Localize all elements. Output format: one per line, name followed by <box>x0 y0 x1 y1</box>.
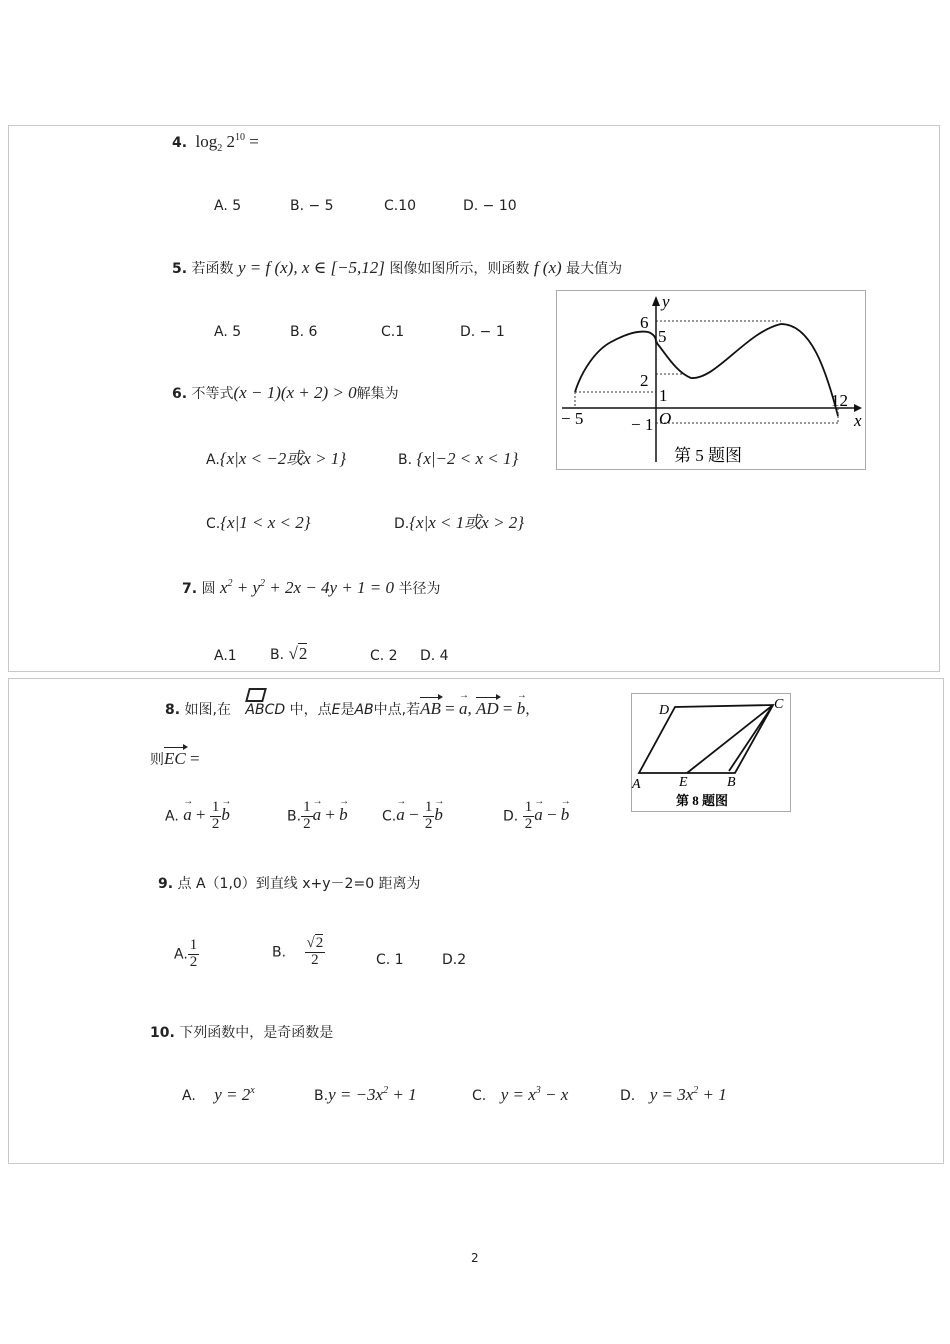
q4-option-c: C.10 <box>384 198 417 214</box>
q5-option-c: C.1 <box>381 324 405 340</box>
vertex-b-label: B <box>727 775 736 790</box>
q7-number: 7. <box>182 581 198 597</box>
q6-option-d: D.{x|x < 1或x > 2} <box>394 513 525 532</box>
q9-option-d: D.2 <box>442 952 467 968</box>
q6-option-a: A.{x|x < −2或x > 1} <box>206 449 347 468</box>
tick-label-12: 12 <box>831 391 848 410</box>
q5-option-a: A. 5 <box>214 324 242 340</box>
q8-option-b: B. $\frac{1}{2}$ → a + → b <box>287 800 348 833</box>
y-axis-label: y <box>662 292 670 311</box>
q8-stem: 8. 如图,在 ABCD 中，点E是AB中点,若AB = → a, AD = → b， <box>165 700 539 717</box>
q4-option-a: A. 5 <box>214 198 242 214</box>
vertex-d-label: D <box>659 703 670 718</box>
tick-label-2: 2 <box>640 371 649 390</box>
tick-label-neg1: − 1 <box>631 415 654 434</box>
q9-option-c: C. 1 <box>376 952 404 968</box>
q8-parallelogram-figure <box>631 693 791 813</box>
q7-option-b: B. √2 <box>270 644 308 663</box>
q9-stem: 9. 点 A（1,0）到直线 x+y－2=0 距离为 <box>158 876 421 892</box>
tick-label-5: 5 <box>658 327 667 346</box>
q7-option-c: C. 2 <box>370 648 398 664</box>
q10-number: 10. <box>150 1025 175 1041</box>
q5-option-b: B. 6 <box>290 324 318 340</box>
q10-option-a: A. $y = 2^x$ <box>182 1085 255 1104</box>
tick-label-6: 6 <box>640 313 649 332</box>
q6-option-b: B. {x|−2 < x < 1} <box>398 449 519 468</box>
origin-label: O <box>659 409 672 428</box>
q5-number: 5. <box>172 261 188 277</box>
q5-option-d: D. − 1 <box>460 324 505 340</box>
q5-figure-frame <box>557 291 866 470</box>
q9-option-a: A. $\frac{1}{2}$ <box>174 937 198 970</box>
point-e-label: E <box>679 775 688 790</box>
q10-stem: 10. 下列函数中，是奇函数是 <box>150 1025 334 1041</box>
tick-label-1: 1 <box>659 386 668 405</box>
tick-label-neg5: − 5 <box>561 409 584 428</box>
q9-number: 9. <box>158 876 174 892</box>
q7-option-d: D. 4 <box>420 648 449 664</box>
q6-option-c: C.{x|1 < x < 2} <box>206 513 311 532</box>
q10-option-d: D. $y = 3x^2 + 1$ <box>620 1085 727 1104</box>
q6-stem: 6. 不等式(x − 1)(x + 2) > 0解集为 <box>172 383 399 402</box>
q8-number: 8. <box>165 702 181 718</box>
x-axis-label: x <box>854 411 862 430</box>
q8-figure-caption: 第 8 题图 <box>676 793 729 808</box>
q8-then: 则EC = <box>150 749 200 768</box>
vertex-a-label: A <box>632 777 641 792</box>
q6-number: 6. <box>172 386 188 402</box>
q10-option-b: $B.y = -3x^2 + 1$ <box>314 1085 417 1104</box>
q4-option-b: B. − 5 <box>290 198 334 214</box>
q8-option-a: A. → a + $\frac{1}{2}$ → b <box>165 800 230 833</box>
q4-number: 4. <box>172 135 188 151</box>
q4-option-d: D. − 10 <box>463 198 517 214</box>
q7-stem: 7. 圆 $x^2 + y^2 + 2x - 4y + 1 = 0$ 半径为 <box>182 578 441 597</box>
page-number: 2 <box>471 1251 479 1265</box>
q9-option-b: B. $\frac{√2}{2}$ <box>272 935 324 968</box>
q8-option-c: C.→ a − $\frac{1}{2}$ → b <box>382 800 443 833</box>
q5-function-graph <box>556 290 866 470</box>
q5-figure-caption: 第 5 题图 <box>674 446 742 465</box>
q7-option-a: A.1 <box>214 648 237 664</box>
q8-option-d: D. $\frac{1}{2}$ → a − → b <box>503 800 569 833</box>
q4-expression: $\log_2 2^{10}$ = <box>195 132 259 154</box>
vertex-c-label: C <box>774 697 784 712</box>
q4-stem <box>172 133 259 154</box>
q10-option-c: C. $y = x^3 - x$ <box>472 1085 569 1104</box>
q5-stem: 5. 若函数 y = f (x), x ∈ [−5,12] 图像如图所示，则函数 f (x) 最大值为 <box>172 258 623 277</box>
parallelogram-symbol: ABCD <box>245 703 285 717</box>
